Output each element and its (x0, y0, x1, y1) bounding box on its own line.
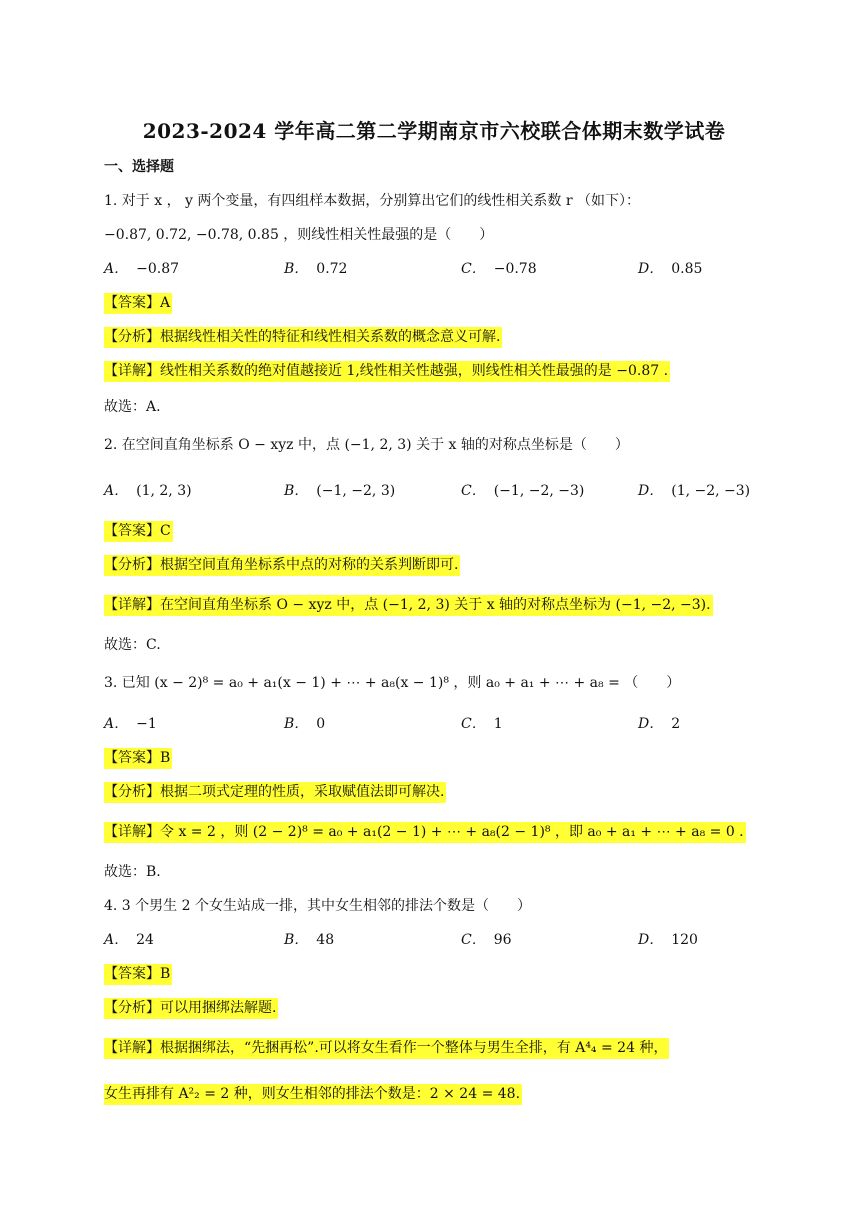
q3-choose: 故选：B. (104, 864, 161, 880)
q4-options (104, 929, 804, 951)
q4-stem: 4. 3 个男生 2 个女生站成一排，其中女生相邻的排法个数是（ ） (104, 898, 531, 914)
q3-option-d: D． 2 (638, 716, 681, 732)
q1-option-c: C． −0.78 (461, 261, 537, 277)
q1-choose: 故选：A. (104, 399, 161, 415)
q4-option-d: D． 120 (638, 932, 698, 948)
q1-option-b: B． 0.72 (284, 261, 348, 277)
q1-option-a: A． −0.87 (104, 261, 180, 277)
q3-option-c: C． 1 (461, 716, 503, 732)
q1-stem-values: −0.87, 0.72, −0.78, 0.85 ，则线性相关性最强的是（ ） (104, 227, 494, 243)
q2-stem: 2. 在空间直角坐标系 O − xyz 中，点 (−1, 2, 3) 关于 x 轴的对称点坐标是（ ） (104, 437, 629, 453)
q2-options (104, 480, 804, 502)
q4-detail-continued: 女生再排有 A²₂ = 2 种，则女生相邻的排法个数是：2 × 24 = 48. (104, 1084, 522, 1105)
q2-option-d: D． (1, −2, −3) (638, 483, 751, 499)
q4-detail: 【详解】根据捆绑法，“先捆再松”.可以将女生看作一个整体与男生全排，有 A⁴₄ = 24 种， (104, 1038, 669, 1059)
q2-answer: 【答案】C (104, 521, 173, 542)
q4-analysis: 【分析】可以用捆绑法解题. (104, 998, 278, 1019)
q4-answer: 【答案】B (104, 964, 172, 985)
q3-stem: 3. 已知 (x − 2)⁸ = a₀ + a₁(x − 1) + ⋯ + a₈(x − 1)⁸ ，则 a₀ + a₁ + ⋯ + a₈ = （ ） (104, 675, 681, 691)
q3-options (104, 713, 804, 735)
q1-detail: 【详解】线性相关系数的绝对值越接近 1,线性相关性越强，则线性相关性最强的是 −0.87 . (104, 361, 670, 382)
q2-option-a: A． (1, 2, 3) (104, 483, 192, 499)
q1-options (104, 258, 804, 280)
q3-answer: 【答案】B (104, 748, 172, 769)
q2-option-b: B． (−1, −2, 3) (284, 483, 396, 499)
q2-analysis: 【分析】根据空间直角坐标系中点的对称的关系判断即可. (104, 555, 460, 576)
q1-analysis: 【分析】根据线性相关性的特征和线性相关系数的概念意义可解. (104, 327, 502, 348)
q2-option-c: C． (−1, −2, −3) (461, 483, 585, 499)
q1-option-d: D． 0.85 (638, 261, 703, 277)
section-heading: 一、选择题 (104, 159, 174, 175)
q3-option-b: B． 0 (284, 716, 326, 732)
q4-option-b: B． 48 (284, 932, 335, 948)
q2-detail: 【详解】在空间直角坐标系 O − xyz 中，点 (−1, 2, 3) 关于 x 轴的对称点坐标为 (−1, −2, −3). (104, 595, 713, 616)
page-title: 2023-2024 学年高二第二学期南京市六校联合体期末数学试卷 (142, 119, 726, 143)
q4-option-c: C． 96 (461, 932, 512, 948)
q2-choose: 故选：C. (104, 637, 161, 653)
q3-option-a: A． −1 (104, 716, 157, 732)
q1-stem: 1. 对于 x ， y 两个变量，有四组样本数据，分别算出它们的线性相关系数 r （如下）： (104, 193, 641, 209)
q3-detail: 【详解】令 x = 2 ，则 (2 − 2)⁸ = a₀ + a₁(2 − 1) + ⋯ + a₈(2 − 1)⁸ ，即 a₀ + a₁ + ⋯ + a₈ = 0 . (104, 822, 746, 843)
q1-answer: 【答案】A (104, 293, 172, 314)
q3-analysis: 【分析】根据二项式定理的性质，采取赋值法即可解决. (104, 782, 446, 803)
q4-option-a: A． 24 (104, 932, 154, 948)
